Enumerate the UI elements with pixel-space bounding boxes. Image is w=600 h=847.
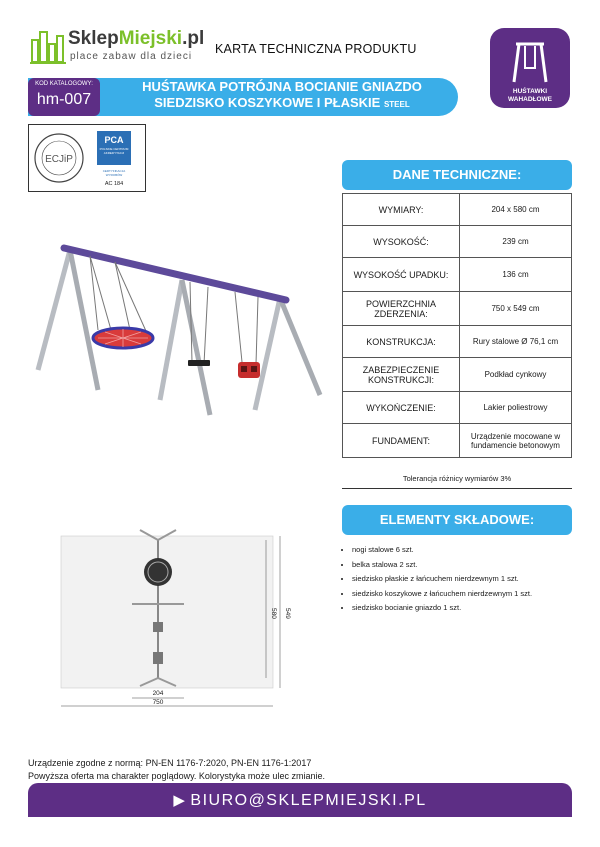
dim-height-inner: 580 (270, 608, 277, 619)
tech-value: 136 cm (460, 258, 572, 292)
plan-drawing (28, 528, 328, 718)
pca-sub2: AKREDYTACJI (103, 151, 125, 155)
table-row (343, 326, 572, 358)
footer-bar (28, 783, 572, 817)
tech-value: 239 cm (460, 226, 572, 258)
brand-name: SklepMiejski.pl (68, 28, 205, 49)
dim-width-inner: 204 (152, 690, 164, 697)
product-image (20, 230, 340, 460)
tech-value: Lakier poliestrowy (460, 392, 572, 424)
table-row (343, 194, 572, 226)
tech-key: WYSOKOŚĆ: (343, 226, 460, 258)
certificates-box (28, 124, 146, 192)
elements-header: ELEMENTY SKŁADOWE: (342, 505, 572, 535)
dim-width-outer: 750 (152, 699, 164, 706)
table-row (343, 358, 572, 392)
tech-value: Rury stalowe Ø 76,1 cm (460, 326, 572, 358)
category-label-line2: WAHADŁOWE (507, 96, 553, 103)
list-item: • siedzisko koszykowe z łańcuchem nierdzewnym 1 szt. (352, 587, 592, 602)
city-icon (30, 26, 66, 66)
dim-height-outer: 549 (284, 608, 291, 619)
contact-email[interactable]: BIURO@SKLEPMIEJSKI.PL (190, 792, 427, 809)
tech-key: KONSTRUKCJA: (343, 326, 460, 358)
tech-key: WYSOKOŚĆ UPADKU: (343, 258, 460, 292)
tech-key: WYKOŃCZENIE: (343, 392, 460, 424)
ecjip-mark: ECJiP (45, 154, 73, 165)
tech-key: WYMIARY: (343, 194, 460, 226)
swing-icon (490, 28, 570, 88)
product-name-line1: HUŚTAWKA POTRÓJNA BOCIANIE GNIAZDO (142, 79, 422, 94)
tolerance-note: Tolerancja różnicy wymiarów 3% (402, 474, 512, 483)
divider (342, 488, 572, 489)
brand-tagline: place zabaw dla dzieci (70, 51, 193, 62)
tech-value: Podkład cynkowy (460, 358, 572, 392)
play-icon: ▶ (173, 792, 187, 809)
tech-value: 750 x 549 cm (460, 292, 572, 326)
brand-logo (30, 26, 205, 70)
catalog-code-box (28, 78, 100, 116)
product-name-suffix: STEEL (383, 100, 410, 109)
table-row (343, 424, 572, 458)
list-item: • nogi stalowe 6 szt. (352, 543, 592, 558)
document-title: KARTA TECHNICZNA PRODUKTU (215, 42, 417, 56)
catalog-code: hm-007 (36, 91, 92, 108)
category-badge (490, 28, 570, 108)
tech-key: POWIERZCHNIA ZDERZENIA: (343, 292, 460, 326)
pca-sub1: POLSKIE CENTRUM (99, 147, 129, 151)
elements-list (340, 543, 592, 616)
tech-key: FUNDAMENT: (343, 424, 460, 458)
category-label-line1: HUŚTAWKI (512, 88, 548, 95)
certificates-graphic (29, 125, 145, 191)
product-name-line2: SIEDZISKO KOSZYKOWE I PŁASKIE (154, 95, 381, 110)
list-item: • belka stalowa 2 szt. (352, 558, 592, 573)
table-row (343, 258, 572, 292)
table-row (343, 292, 572, 326)
pca-sub3: CERTYFIKACJA (102, 169, 126, 173)
disclaimer-note: Powyższa oferta ma charakter poglądowy. Kolorystyka może ulec zmianie. (28, 771, 325, 781)
pca-sub4: WYROBÓW (105, 173, 123, 177)
tech-value: 204 x 580 cm (460, 194, 572, 226)
technical-data-header: DANE TECHNICZNE: (342, 160, 572, 190)
pca-code: AC 184 (104, 181, 124, 187)
catalog-code-label: KOD KATALOGOWY: (35, 81, 93, 87)
list-item: • siedzisko płaskie z łańcuchem nierdzewnym 1 szt. (352, 572, 592, 587)
product-name (112, 79, 452, 113)
norm-statement: Urządzenie zgodne z normą: PN-EN 1176-7:2020, PN-EN 1176-1:2017 (28, 758, 312, 768)
technical-data-table (342, 193, 572, 458)
tech-value: Urządzenie mocowane w fundamencie betonowym (460, 424, 572, 458)
pca-mark: PCA (104, 135, 124, 145)
table-row (343, 392, 572, 424)
tech-key: ZABEZPIECZENIE KONSTRUKCJI: (343, 358, 460, 392)
table-row (343, 226, 572, 258)
list-item: • siedzisko bocianie gniazdo 1 szt. (352, 601, 592, 616)
